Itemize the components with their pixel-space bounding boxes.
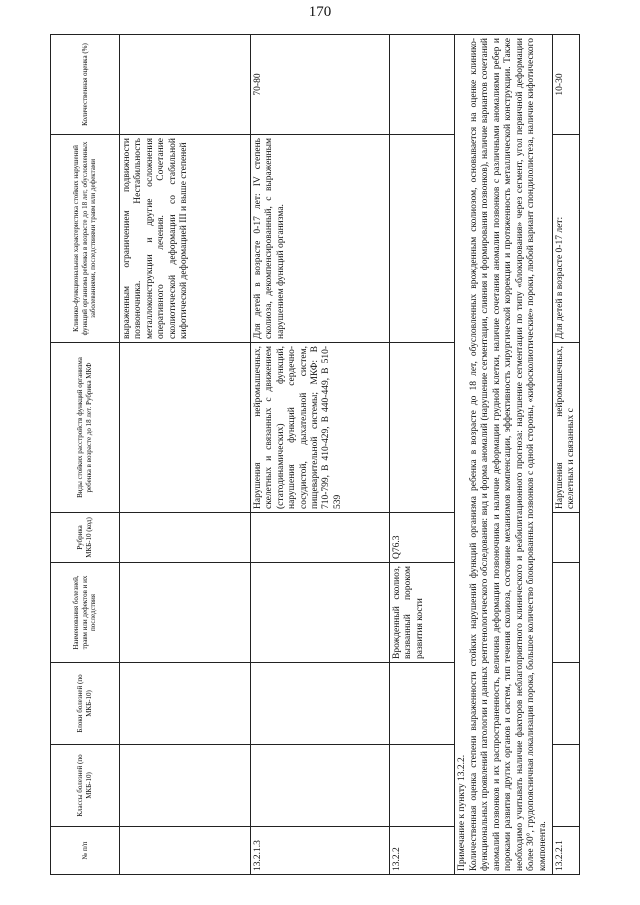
header-number: № п/п	[51, 827, 120, 875]
header-disease-blocks: Блоки болезней (по МКБ-10)	[51, 663, 120, 745]
functions-cell: Нарушения нейромышечных, скелетных и связанных с	[552, 343, 580, 513]
score-cell: 70-80	[251, 35, 390, 135]
characteristic-cell: выраженным ограничением подвижности позвоночника. Нестабильность металлоконструкции и другие осложнения оперативного лечения. Сочетание сколиотической деформации со стабильной кифотической деформацией III и выше степеней	[120, 135, 251, 343]
icd-code-cell: Q76.3	[390, 513, 455, 563]
table-header-row	[51, 35, 120, 875]
score-cell: 10-30	[552, 35, 580, 135]
rotated-sheet	[50, 35, 590, 875]
row-number: 13.2.2	[390, 827, 455, 875]
table-row	[552, 35, 580, 875]
row-number: 13.2.1.3	[251, 827, 390, 875]
header-function-types: Виды стойких расстройств функций организма ребенка в возрасте до 18 лет. Рубрика МКФ	[51, 343, 120, 513]
header-disease-names: Наименования болезней, травм или дефектов и их последствия	[51, 563, 120, 663]
header-icd-code: Рубрика МКБ-10 (код)	[51, 513, 120, 563]
header-quantitative-score: Количественная оценка (%)	[51, 35, 120, 135]
table-row	[120, 35, 251, 875]
characteristic-cell: Для детей в возрасте 0-17 лет: IV степень сколиоза, декомпенсированный, с выраженным нарушением функций организма.	[251, 135, 390, 343]
note-title: Примечание к пункту 13.2.2.	[457, 754, 467, 871]
header-disease-classes: Классы болезней (по МКБ-10)	[51, 745, 120, 827]
table-row	[390, 35, 455, 875]
disability-criteria-table	[50, 34, 580, 875]
characteristic-cell: Для детей в возрасте 0-17 лет:	[552, 135, 580, 343]
functions-cell: Нарушения нейромышечных, скелетных и связанных с движением (статодинамических) функций, нарушения функций сердечно-сосудистой, дыхательной систем, пищеварительной системы; МКФ: В 710-799, В 410-429, В 440-449, В 510-539	[251, 343, 390, 513]
table-row	[251, 35, 390, 875]
page-number: 170	[308, 4, 332, 20]
header-clinical-characteristic: Клинико-функциональная характеристика стойких нарушений функций организма ребенка в возрасте до 18 лет, обусловленных заболеваниями, последствиями травм или дефектами	[51, 135, 120, 343]
note-text: Количественная оценка степени выраженности стойких нарушений функций организма ребенка в возрасте до 18 лет, обусловленных врожденным сколиозом, основывается на оценке клинико-функциональных проявлений патологии и данных рентгенологического обследования: вид и форма аномалий (нарушение сегментации, слияния и формирования позвонков), наличие вариантов сочетаний аномалий позвонков и их распространенность, величина деформации позвоночника и наличие деформации грудной клетки, наличие сочетания аномалии позвонков с различными аномалиями ребер и пороками развития других органов и систем, тип течения сколиоза, состояние механизмов компенсации, эффективность хирургической коррекции и протяженность металлической конструкции. Также необходимо учитывать наличие факторов неблагоприятного клинического и реабилитационного прогноза: нарушение сегментации по типу «блокирования» через сегмент, угол первичной деформации более 30°, грудопоясничная локализация порока, большое количество блокированных позвонков с одной стороны, «кифосколиотические» пороки, любой вариант спондилолистеза, наличие кифотического компонента.	[468, 38, 549, 871]
row-number: 13.2.2.1	[552, 827, 580, 875]
disease-name-cell: Врожденный сколиоз, вызванный пороком развития кости	[390, 563, 455, 663]
note-row	[455, 35, 553, 875]
